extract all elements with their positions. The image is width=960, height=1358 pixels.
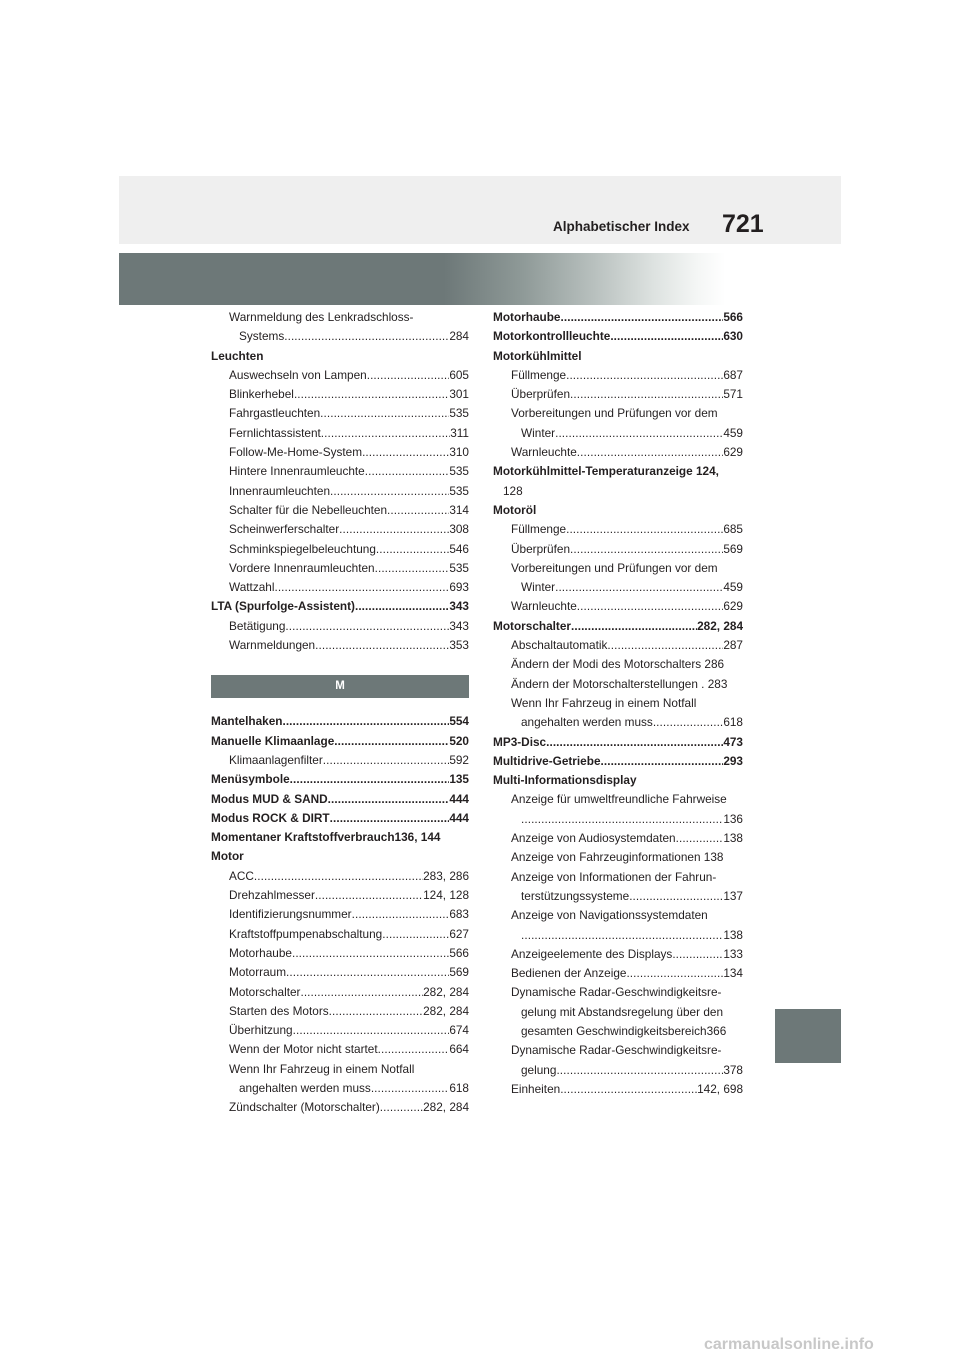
index-entry bbox=[493, 347, 743, 366]
leader-dots bbox=[378, 1040, 450, 1059]
leader-dots bbox=[607, 636, 723, 655]
index-subentry bbox=[493, 887, 743, 906]
entry-label: Modus MUD & SAND bbox=[211, 791, 328, 806]
entry-label: Auswechseln von Lampen bbox=[229, 367, 367, 382]
leader-dots bbox=[330, 482, 449, 501]
index-subentry bbox=[211, 520, 469, 539]
entry-label: angehalten werden muss bbox=[239, 1080, 371, 1095]
index-subentry bbox=[493, 482, 743, 501]
leader-dots bbox=[330, 809, 450, 828]
entry-page-ref: 535 bbox=[449, 406, 469, 421]
entry-page-ref: 301 bbox=[449, 387, 469, 402]
entry-page-ref: 566 bbox=[449, 945, 469, 960]
leader-dots bbox=[362, 443, 449, 462]
leader-dots bbox=[601, 752, 724, 771]
leader-dots bbox=[570, 540, 723, 559]
entry-page-ref: 282, 284 bbox=[697, 618, 743, 633]
entry-page-ref: 283, 286 bbox=[423, 868, 469, 883]
entry-label: Ändern der Modi des Motorschalters 286 bbox=[511, 657, 725, 672]
entry-label: Warnleuchte bbox=[511, 445, 577, 460]
index-subentry bbox=[493, 983, 743, 1002]
index-list-m bbox=[211, 712, 469, 1117]
index-subentry bbox=[211, 1060, 469, 1079]
index-entry bbox=[493, 501, 743, 520]
entry-page-ref: 282, 284 bbox=[423, 984, 469, 999]
leader-dots bbox=[561, 308, 724, 327]
index-subentry bbox=[493, 424, 743, 443]
entry-page-ref: 444 bbox=[449, 810, 469, 825]
entry-page-ref: 566 bbox=[723, 310, 743, 324]
entry-page-ref: 664 bbox=[449, 1042, 469, 1057]
index-subentry bbox=[211, 540, 469, 559]
index-subentry bbox=[211, 905, 469, 924]
entry-label: Fernlichtassistent bbox=[229, 425, 321, 440]
entry-page-ref: 683 bbox=[449, 907, 469, 922]
entry-page-ref: 444 bbox=[449, 791, 469, 806]
entry-page-ref: 308 bbox=[449, 522, 469, 537]
entry-page-ref: 459 bbox=[723, 580, 743, 595]
index-subentry bbox=[493, 964, 743, 983]
entry-label: Ändern der Motorschalterstellungen . 283 bbox=[511, 676, 728, 691]
entry-page-ref: 311 bbox=[450, 425, 469, 440]
index-entry bbox=[211, 712, 469, 731]
leader-dots bbox=[323, 751, 450, 770]
entry-label: Anzeige von Informationen der Fahrun- bbox=[511, 869, 717, 884]
entry-label: terstützungssysteme bbox=[521, 888, 630, 903]
entry-label: Warnleuchte bbox=[511, 599, 577, 614]
index-subentry bbox=[211, 751, 469, 770]
index-subentry bbox=[493, 790, 743, 809]
index-subentry bbox=[211, 482, 469, 501]
entry-label: Anzeige von Fahrzeuginformationen 138 bbox=[511, 850, 724, 865]
index-subentry bbox=[493, 404, 743, 423]
entry-label: Wattzahl bbox=[229, 580, 275, 595]
leader-dots bbox=[676, 829, 724, 848]
index-subentry bbox=[211, 886, 469, 905]
index-entry bbox=[493, 752, 743, 771]
entry-page-ref: 138 bbox=[723, 831, 743, 846]
index-subentry bbox=[493, 713, 743, 732]
index-entry bbox=[211, 790, 469, 809]
entry-page-ref: 287 bbox=[723, 638, 743, 653]
entry-page-ref: 520 bbox=[449, 733, 469, 748]
entry-page-ref: 546 bbox=[449, 541, 469, 556]
watermark: carmanualsonline.info bbox=[704, 1336, 874, 1353]
index-subentry bbox=[211, 366, 469, 385]
entry-label: Vordere Innenraumleuchten bbox=[229, 560, 375, 575]
index-subentry bbox=[493, 1061, 743, 1080]
leader-dots bbox=[294, 385, 449, 404]
entry-page-ref: 136 bbox=[723, 811, 743, 826]
index-subentry bbox=[211, 963, 469, 982]
entry-page-ref: 687 bbox=[723, 367, 743, 382]
entry-label: Manuelle Klimaanlage bbox=[211, 733, 335, 748]
index-subentry bbox=[211, 867, 469, 886]
index-subentry bbox=[493, 810, 743, 829]
index-subentry bbox=[493, 540, 743, 559]
page-number: 721 bbox=[722, 210, 764, 238]
leader-dots bbox=[577, 443, 724, 462]
leader-dots bbox=[365, 462, 450, 481]
index-subentry bbox=[211, 1098, 469, 1117]
entry-page-ref: 353 bbox=[449, 638, 469, 653]
leader-dots bbox=[382, 925, 449, 944]
entry-label: Anzeige von Audiosystemdaten bbox=[511, 831, 676, 846]
index-subentry bbox=[211, 462, 469, 481]
entry-page-ref: 627 bbox=[449, 926, 469, 941]
index-subentry bbox=[493, 655, 743, 674]
index-subentry bbox=[493, 443, 743, 462]
entry-label: Leuchten bbox=[211, 348, 264, 363]
letter-section-header: M bbox=[211, 675, 469, 698]
index-subentry bbox=[493, 829, 743, 848]
entry-label: Momentaner Kraftstoffverbrauch136, 144 bbox=[211, 830, 441, 845]
entry-page-ref: 310 bbox=[449, 445, 469, 460]
index-entry bbox=[493, 617, 743, 636]
index-entry bbox=[493, 733, 743, 752]
entry-page-ref: 282, 284 bbox=[423, 1100, 469, 1115]
entry-page-ref: 629 bbox=[723, 445, 743, 460]
entry-label: Blinkerhebel bbox=[229, 387, 294, 402]
index-subentry bbox=[493, 906, 743, 925]
entry-page-ref: 282, 284 bbox=[423, 1003, 469, 1018]
leader-dots bbox=[352, 905, 450, 924]
entry-label: Starten des Motors bbox=[229, 1003, 329, 1018]
entry-page-ref: 629 bbox=[723, 599, 743, 614]
entry-label: Bedienen der Anzeige bbox=[511, 966, 627, 981]
leader-dots bbox=[284, 327, 449, 346]
entry-label: Motorhaube bbox=[493, 310, 561, 324]
leader-dots bbox=[300, 983, 423, 1002]
leader-dots bbox=[521, 926, 723, 945]
entry-label: Abschaltautomatik bbox=[511, 638, 608, 653]
index-subentry bbox=[211, 424, 469, 443]
section-thumb-tab bbox=[775, 1009, 841, 1063]
entry-label: Multidrive-Getriebe bbox=[493, 753, 601, 768]
index-subentry bbox=[493, 520, 743, 539]
entry-label: Motor bbox=[211, 849, 244, 864]
leader-dots bbox=[329, 1002, 423, 1021]
entry-label: Modus ROCK & DIRT bbox=[211, 810, 330, 825]
entry-label: Follow-Me-Home-System bbox=[229, 445, 363, 460]
index-entry bbox=[211, 828, 469, 847]
leader-dots bbox=[521, 810, 723, 829]
leader-dots bbox=[653, 713, 723, 732]
leader-dots bbox=[546, 733, 723, 752]
entry-label: Innenraumleuchten bbox=[229, 483, 330, 498]
entry-page-ref: 343 bbox=[449, 599, 469, 614]
leader-dots bbox=[292, 944, 449, 963]
index-entry bbox=[493, 771, 743, 790]
entry-page-ref: 314 bbox=[449, 502, 469, 517]
index-subentry bbox=[493, 1041, 743, 1060]
entry-label: Motorkühlmittel bbox=[493, 348, 582, 363]
leader-dots bbox=[282, 712, 449, 731]
leader-dots bbox=[570, 385, 723, 404]
entry-page-ref: 535 bbox=[449, 560, 469, 575]
entry-label: Wenn Ihr Fahrzeug in einem Notfall bbox=[511, 695, 697, 710]
leader-dots bbox=[315, 636, 449, 655]
index-subentry bbox=[493, 385, 743, 404]
entry-label: Vorbereitungen und Prüfungen vor dem bbox=[511, 560, 718, 575]
entry-page-ref: 569 bbox=[449, 965, 469, 980]
entry-page-ref: 473 bbox=[723, 734, 743, 749]
leader-dots bbox=[320, 404, 449, 423]
entry-page-ref: 569 bbox=[723, 541, 743, 556]
entry-label: ACC bbox=[229, 868, 254, 883]
index-entry bbox=[211, 770, 469, 789]
index-subentry bbox=[493, 926, 743, 945]
entry-page-ref: 618 bbox=[449, 1080, 469, 1095]
entry-page-ref: 135 bbox=[449, 772, 469, 787]
leader-dots bbox=[566, 366, 723, 385]
index-subentry bbox=[211, 1079, 469, 1098]
leader-dots bbox=[285, 617, 449, 636]
entry-page-ref: 378 bbox=[723, 1062, 743, 1077]
index-subentry bbox=[211, 385, 469, 404]
index-subentry bbox=[211, 983, 469, 1002]
entry-label: Motorhaube bbox=[229, 945, 292, 960]
entry-label: gesamten Geschwindigkeitsbereich366 bbox=[521, 1023, 727, 1038]
entry-label: Identifizierungsnummer bbox=[229, 907, 352, 922]
leader-dots bbox=[367, 366, 450, 385]
entry-label: gelung bbox=[521, 1062, 557, 1077]
index-subentry bbox=[211, 404, 469, 423]
entry-label: Wenn der Motor nicht startet bbox=[229, 1042, 378, 1057]
entry-label: angehalten werden muss bbox=[521, 715, 653, 730]
entry-label: Menüsymbole bbox=[211, 772, 290, 787]
index-entry bbox=[211, 347, 469, 366]
entry-label: Motorkühlmittel-Temperaturanzeige 124, bbox=[493, 464, 719, 479]
index-entry bbox=[211, 732, 469, 751]
leader-dots bbox=[334, 732, 449, 751]
leader-dots bbox=[290, 770, 450, 789]
entry-label: Klimaanlagenfilter bbox=[229, 752, 323, 767]
index-subentry bbox=[211, 1002, 469, 1021]
entry-page-ref: 137 bbox=[723, 888, 743, 903]
leader-dots bbox=[387, 501, 449, 520]
leader-dots bbox=[328, 790, 450, 809]
entry-label: Mantelhaken bbox=[211, 714, 283, 729]
index-subentry bbox=[493, 945, 743, 964]
leader-dots bbox=[672, 945, 723, 964]
entry-page-ref: 685 bbox=[723, 522, 743, 537]
entry-label: Überprüfen bbox=[511, 541, 571, 556]
index-subentry bbox=[493, 1003, 743, 1022]
entry-label: Anzeige für umweltfreundliche Fahrweise bbox=[511, 792, 727, 807]
index-subentry bbox=[211, 1040, 469, 1059]
index-subentry bbox=[211, 1021, 469, 1040]
index-subentry bbox=[211, 559, 469, 578]
entry-label: Anzeige von Navigationssystemdaten bbox=[511, 908, 708, 923]
entry-label: Überhitzung bbox=[229, 1023, 293, 1038]
index-subentry bbox=[493, 366, 743, 385]
entry-page-ref: 284 bbox=[449, 329, 469, 344]
index-subentry bbox=[493, 675, 743, 694]
index-list-l bbox=[211, 308, 469, 655]
leader-dots bbox=[380, 1098, 423, 1117]
entry-page-ref: 293 bbox=[723, 753, 743, 768]
entry-page-ref: 134 bbox=[723, 966, 743, 981]
leader-dots bbox=[555, 424, 723, 443]
entry-label: Schminkspiegelbeleuchtung bbox=[229, 541, 376, 556]
index-subentry bbox=[211, 327, 469, 346]
entry-label: Füllmenge bbox=[511, 367, 567, 382]
entry-page-ref: 554 bbox=[449, 714, 469, 729]
entry-label: Dynamische Radar-Geschwindigkeitsre- bbox=[511, 1043, 722, 1058]
index-subentry bbox=[493, 1022, 743, 1041]
entry-label: Multi-Informationsdisplay bbox=[493, 773, 637, 788]
entry-label: Motoröl bbox=[493, 502, 537, 517]
entry-page-ref: 535 bbox=[449, 464, 469, 479]
index-subentry bbox=[211, 578, 469, 597]
index-subentry bbox=[493, 848, 743, 867]
header-gradient-bar bbox=[119, 253, 841, 305]
entry-label: Überprüfen bbox=[511, 387, 571, 402]
index-entry bbox=[493, 327, 743, 346]
entry-label: Kraftstoffpumpenabschaltung bbox=[229, 926, 383, 941]
leader-dots bbox=[555, 578, 723, 597]
entry-label: Winter bbox=[521, 580, 556, 595]
entry-page-ref: 605 bbox=[449, 367, 469, 382]
entry-label: MP3-Disc bbox=[493, 734, 547, 749]
entry-label: Warnmeldung des Lenkradschloss- bbox=[229, 310, 414, 324]
leader-dots bbox=[626, 964, 723, 983]
index-subentry bbox=[493, 597, 743, 616]
entry-label: gelung mit Abstandsregelung über den bbox=[521, 1004, 724, 1019]
entry-page-ref: 693 bbox=[449, 580, 469, 595]
index-subentry bbox=[493, 1080, 743, 1099]
entry-page-ref: 124, 128 bbox=[423, 888, 469, 903]
index-subentry bbox=[493, 636, 743, 655]
index-entry bbox=[211, 597, 469, 616]
index-subentry bbox=[211, 925, 469, 944]
leader-dots bbox=[577, 597, 724, 616]
leader-dots bbox=[610, 327, 723, 346]
leader-dots bbox=[293, 1021, 450, 1040]
entry-label: Motorkontrollleuchte bbox=[493, 329, 611, 344]
index-subentry bbox=[211, 501, 469, 520]
entry-label: Systems bbox=[239, 329, 285, 344]
entry-label: Wenn Ihr Fahrzeug in einem Notfall bbox=[229, 1061, 415, 1076]
entry-label: 128 bbox=[503, 483, 523, 498]
leader-dots bbox=[254, 867, 423, 886]
entry-label: Hintere Innenraumleuchte bbox=[229, 464, 365, 479]
entry-label: Füllmenge bbox=[511, 522, 567, 537]
leader-dots bbox=[274, 578, 449, 597]
entry-page-ref: 571 bbox=[723, 387, 743, 402]
leader-dots bbox=[376, 540, 449, 559]
index-entry bbox=[493, 462, 743, 481]
leader-dots bbox=[629, 887, 723, 906]
index-subentry bbox=[211, 944, 469, 963]
leader-dots bbox=[566, 520, 723, 539]
entry-label: Fahrgastleuchten bbox=[229, 406, 321, 421]
index-entry bbox=[493, 308, 743, 327]
index-subentry bbox=[211, 443, 469, 462]
entry-page-ref: 343 bbox=[449, 618, 469, 633]
entry-page-ref: 142, 698 bbox=[697, 1081, 743, 1096]
leader-dots bbox=[556, 1061, 723, 1080]
index-column-left bbox=[211, 308, 469, 1118]
index-subentry bbox=[211, 308, 469, 327]
leader-dots bbox=[375, 559, 450, 578]
leader-dots bbox=[321, 424, 450, 443]
leader-dots bbox=[371, 1079, 449, 1098]
entry-page-ref: 138 bbox=[723, 927, 743, 942]
leader-dots bbox=[560, 1080, 697, 1099]
index-list-m-continued bbox=[493, 308, 743, 1099]
entry-label: Einheiten bbox=[511, 1081, 561, 1096]
entry-label: Winter bbox=[521, 425, 556, 440]
index-subentry bbox=[493, 868, 743, 887]
entry-label: Motorschalter bbox=[493, 618, 572, 633]
leader-dots bbox=[286, 963, 449, 982]
entry-label: Schalter für die Nebelleuchten bbox=[229, 502, 388, 517]
entry-label: Drehzahlmesser bbox=[229, 888, 315, 903]
index-subentry bbox=[493, 559, 743, 578]
leader-dots bbox=[315, 886, 423, 905]
entry-label: Motorschalter bbox=[229, 984, 301, 999]
entry-page-ref: 535 bbox=[449, 483, 469, 498]
index-subentry bbox=[211, 617, 469, 636]
entry-label: Vorbereitungen und Prüfungen vor dem bbox=[511, 406, 718, 421]
index-subentry bbox=[493, 694, 743, 713]
entry-label: Warnmeldungen bbox=[229, 638, 316, 653]
entry-label: Dynamische Radar-Geschwindigkeitsre- bbox=[511, 985, 722, 1000]
index-subentry bbox=[211, 636, 469, 655]
index-entry bbox=[211, 847, 469, 866]
entry-label: Zündschalter (Motorschalter) bbox=[229, 1100, 380, 1115]
entry-page-ref: 592 bbox=[449, 752, 469, 767]
index-column-right bbox=[493, 308, 743, 1099]
leader-dots bbox=[355, 597, 449, 616]
entry-page-ref: 618 bbox=[723, 715, 743, 730]
index-entry bbox=[211, 809, 469, 828]
leader-dots bbox=[571, 617, 697, 636]
entry-page-ref: 630 bbox=[723, 329, 743, 344]
section-title: Alphabetischer Index bbox=[553, 219, 690, 234]
entry-label: Motorraum bbox=[229, 965, 287, 980]
leader-dots bbox=[339, 520, 449, 539]
entry-page-ref: 133 bbox=[723, 946, 743, 961]
entry-label: Betätigung bbox=[229, 618, 286, 633]
index-subentry bbox=[493, 578, 743, 597]
entry-page-ref: 674 bbox=[449, 1023, 469, 1038]
entry-page-ref: 459 bbox=[723, 425, 743, 440]
entry-label: Anzeigeelemente des Displays bbox=[511, 946, 673, 961]
entry-label: LTA (Spurfolge-Assistent) bbox=[211, 599, 355, 614]
entry-label: Scheinwerferschalter bbox=[229, 522, 340, 537]
